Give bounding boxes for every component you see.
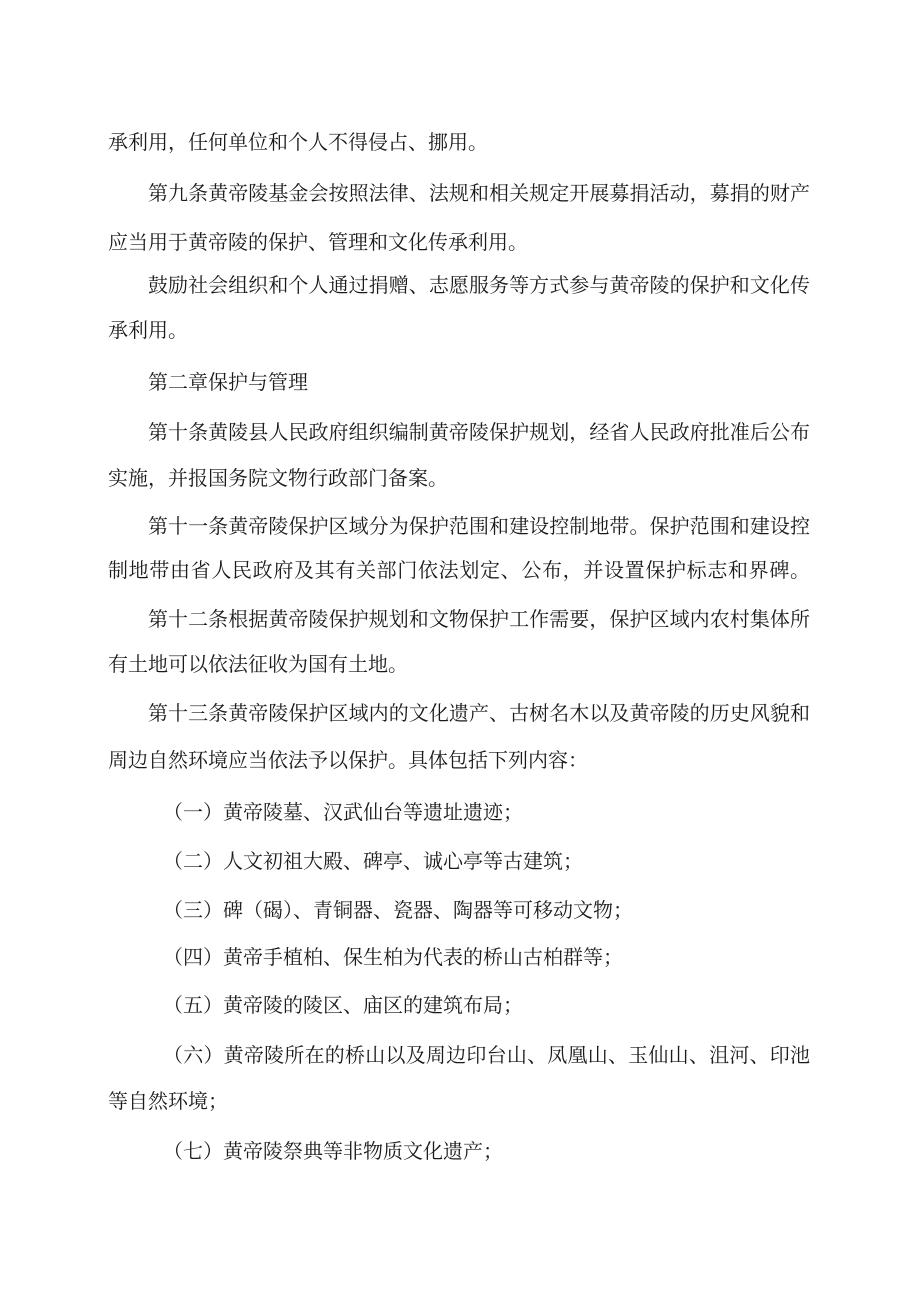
list-item-continuation: 等自然环境； bbox=[108, 1089, 228, 1113]
list-item: （四）黄帝手植柏、保生柏为代表的桥山古柏群等； bbox=[163, 945, 623, 969]
text-line: 第十一条黄帝陵保护区域分为保护范围和建设控制地带。保护范围和建设控 bbox=[148, 514, 810, 538]
text-line: 制地带由省人民政府及其有关部门依法划定、公布，并设置保护标志和界碑。 bbox=[108, 558, 810, 582]
list-item: （三）碑（碣）、青铜器、瓷器、陶器等可移动文物； bbox=[163, 898, 633, 922]
text-line: 第九条黄帝陵基金会按照法律、法规和相关规定开展募捐活动，募捐的财产 bbox=[148, 181, 810, 205]
text-line: 第十条黄陵县人民政府组织编制黄帝陵保护规划，经省人民政府批准后公布 bbox=[148, 420, 810, 444]
list-item: （一）黄帝陵墓、汉武仙台等遗址遗迹； bbox=[163, 800, 523, 824]
text-line: 应当用于黄帝陵的保护、管理和文化传承利用。 bbox=[108, 230, 528, 254]
list-item: （五）黄帝陵的陵区、庙区的建筑布局； bbox=[163, 993, 523, 1017]
text-line: 承利用。 bbox=[108, 318, 188, 342]
text-line: 周边自然环境应当依法予以保护。具体包括下列内容： bbox=[108, 748, 588, 772]
chapter-heading: 第二章保护与管理 bbox=[148, 370, 308, 394]
list-item: （六）黄帝陵所在的桥山以及周边印台山、凤凰山、玉仙山、沮河、印池 bbox=[163, 1043, 810, 1067]
text-line: 有土地可以依法征收为国有土地。 bbox=[108, 652, 408, 676]
text-line: 第十二条根据黄帝陵保护规划和文物保护工作需要，保护区域内农村集体所 bbox=[148, 607, 810, 631]
text-line: 实施，并报国务院文物行政部门备案。 bbox=[108, 466, 448, 490]
text-line: 承利用，任何单位和个人不得侵占、挪用。 bbox=[108, 130, 488, 154]
text-line: 鼓励社会组织和个人通过捐赠、志愿服务等方式参与黄帝陵的保护和文化传 bbox=[148, 273, 810, 297]
list-item: （二）人文初祖大殿、碑亭、诚心亭等古建筑； bbox=[163, 849, 583, 873]
text-line: 第十三条黄帝陵保护区域内的文化遗产、古树名木以及黄帝陵的历史风貌和 bbox=[148, 701, 810, 725]
list-item: （七）黄帝陵祭典等非物质文化遗产； bbox=[163, 1139, 503, 1163]
